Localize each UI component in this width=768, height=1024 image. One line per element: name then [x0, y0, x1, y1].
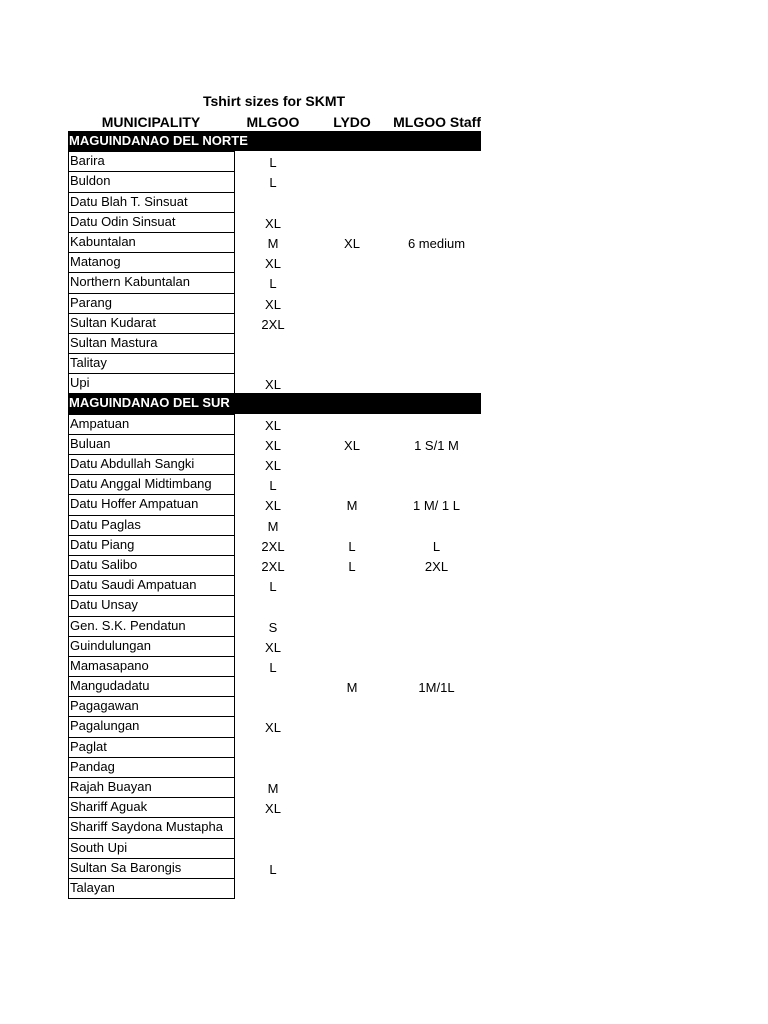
sheet-title: Tshirt sizes for SKMT [202, 93, 346, 109]
municipality-cell: Buluan [68, 434, 235, 455]
mlgoo-size-cell: S [268, 619, 278, 635]
section-header: MAGUINDANAO DEL SUR [68, 393, 481, 413]
municipality-cell: Datu Saudi Ampatuan [68, 575, 235, 596]
lydo-size-cell: XL [344, 235, 360, 251]
municipality-cell: Guindulungan [68, 636, 235, 657]
table-row [68, 716, 481, 736]
section-header: MAGUINDANAO DEL NORTE [68, 131, 481, 151]
municipality-cell: Buldon [68, 171, 235, 192]
table-row [68, 676, 481, 696]
table-row [68, 171, 481, 191]
municipality-cell: Mangudadatu [68, 676, 235, 697]
mlgoo-size-cell: XL [265, 296, 281, 312]
municipality-cell: Pandag [68, 757, 235, 778]
municipality-cell: Paglat [68, 737, 235, 758]
municipality-cell: Pagagawan [68, 696, 235, 717]
table-row [68, 414, 481, 434]
mlgoo-size-cell: L [269, 579, 277, 595]
mlgoo-size-cell: XL [265, 801, 281, 817]
municipality-cell: Talayan [68, 878, 235, 899]
mlgoo-size-cell: M [267, 235, 279, 251]
municipality-cell: Upi [68, 373, 235, 394]
table-row [68, 777, 481, 797]
lydo-size-cell: XL [344, 437, 360, 453]
municipality-cell: Datu Anggal Midtimbang [68, 474, 235, 495]
table-row [68, 373, 481, 393]
municipality-cell: Shariff Aguak [68, 797, 235, 818]
municipality-cell: Barira [68, 151, 235, 172]
table-row [68, 474, 481, 494]
table-row [68, 535, 481, 555]
municipality-cell: Datu Paglas [68, 515, 235, 536]
municipality-cell: South Upi [68, 838, 235, 859]
municipality-cell: Datu Blah T. Sinsuat [68, 192, 235, 213]
mlgoo-size-cell: 2XL [261, 558, 285, 574]
lydo-size-cell: M [346, 498, 358, 514]
municipality-cell: Datu Salibo [68, 555, 235, 576]
table-row [68, 838, 481, 858]
mlgoo-size-cell: XL [265, 377, 281, 393]
mlgoo-staff-size-cell: L [432, 538, 441, 554]
table-row [68, 252, 481, 272]
mlgoo-size-cell: L [269, 478, 277, 494]
mlgoo-staff-size-cell: 6 medium [407, 235, 466, 251]
table-row [68, 797, 481, 817]
municipality-cell: Sultan Mastura [68, 333, 235, 354]
lydo-size-cell: M [346, 680, 358, 696]
header-lydo: LYDO [333, 114, 371, 130]
mlgoo-size-cell: L [269, 276, 277, 292]
mlgoo-size-cell: 2XL [261, 538, 285, 554]
table-row [68, 212, 481, 232]
mlgoo-size-cell: XL [265, 639, 281, 655]
table-row [68, 616, 481, 636]
table-row [68, 878, 481, 898]
municipality-cell: Shariff Saydona Mustapha [68, 817, 235, 838]
table-row [68, 595, 481, 615]
table-row [68, 555, 481, 575]
table-row [68, 696, 481, 716]
municipality-cell: Northern Kabuntalan [68, 272, 235, 293]
municipality-cell: Parang [68, 293, 235, 314]
mlgoo-staff-size-cell: 1 M/ 1 L [413, 498, 460, 514]
municipality-cell: Ampatuan [68, 414, 235, 435]
table-row [68, 575, 481, 595]
municipality-cell: Pagalungan [68, 716, 235, 737]
lydo-size-cell: L [348, 538, 356, 554]
mlgoo-size-cell: XL [265, 215, 281, 231]
municipality-cell: Matanog [68, 252, 235, 273]
header-mlgoo-staff: MLGOO Staff [393, 114, 481, 130]
municipality-cell: Datu Unsay [68, 595, 235, 616]
table-row [68, 737, 481, 757]
table-row [68, 636, 481, 656]
mlgoo-staff-size-cell: 2XL [424, 558, 449, 574]
mlgoo-size-cell: M [267, 518, 279, 534]
table-row [68, 232, 481, 252]
mlgoo-size-cell: XL [265, 437, 281, 453]
table-row [68, 333, 481, 353]
mlgoo-size-cell: XL [265, 458, 281, 473]
mlgoo-size-cell: M [267, 781, 279, 796]
municipality-cell: Datu Piang [68, 535, 235, 556]
lydo-size-cell: L [348, 558, 356, 574]
municipality-cell: Sultan Sa Barongis [68, 858, 235, 879]
mlgoo-staff-size-cell: 1M/1L [418, 680, 455, 696]
mlgoo-size-cell: XL [265, 498, 281, 514]
table-row [68, 858, 481, 878]
table-row [68, 313, 481, 333]
table-row [68, 192, 481, 212]
municipality-cell: Kabuntalan [68, 232, 235, 253]
mlgoo-size-cell: L [269, 861, 277, 877]
table-row [68, 817, 481, 837]
municipality-cell: Gen. S.K. Pendatun [68, 616, 235, 637]
mlgoo-size-cell: L [269, 175, 277, 191]
size-table [68, 131, 481, 898]
municipality-cell: Talitay [68, 353, 235, 374]
table-row [68, 515, 481, 535]
mlgoo-staff-size-cell: 1 S/1 M [414, 437, 459, 453]
table-row [68, 454, 481, 474]
mlgoo-size-cell: L [269, 659, 277, 675]
mlgoo-size-cell: 2XL [261, 316, 285, 332]
table-row [68, 293, 481, 313]
mlgoo-size-cell: XL [265, 720, 281, 736]
municipality-cell: Datu Odin Sinsuat [68, 212, 235, 233]
municipality-cell: Datu Hoffer Ampatuan [68, 494, 235, 515]
municipality-cell: Datu Abdullah Sangki [68, 454, 235, 475]
municipality-cell: Mamasapano [68, 656, 235, 677]
table-row [68, 151, 481, 171]
table-row [68, 494, 481, 514]
municipality-cell: Rajah Buayan [68, 777, 235, 798]
table-row [68, 353, 481, 373]
mlgoo-size-cell: XL [265, 417, 281, 433]
mlgoo-size-cell: L [269, 155, 277, 171]
table-row [68, 272, 481, 292]
table-row [68, 757, 481, 777]
municipality-cell: Sultan Kudarat [68, 313, 235, 334]
header-municipality: MUNICIPALITY [101, 114, 201, 130]
header-mlgoo: MLGOO [246, 114, 300, 130]
table-row [68, 434, 481, 454]
mlgoo-size-cell: XL [265, 256, 281, 272]
table-row [68, 656, 481, 676]
